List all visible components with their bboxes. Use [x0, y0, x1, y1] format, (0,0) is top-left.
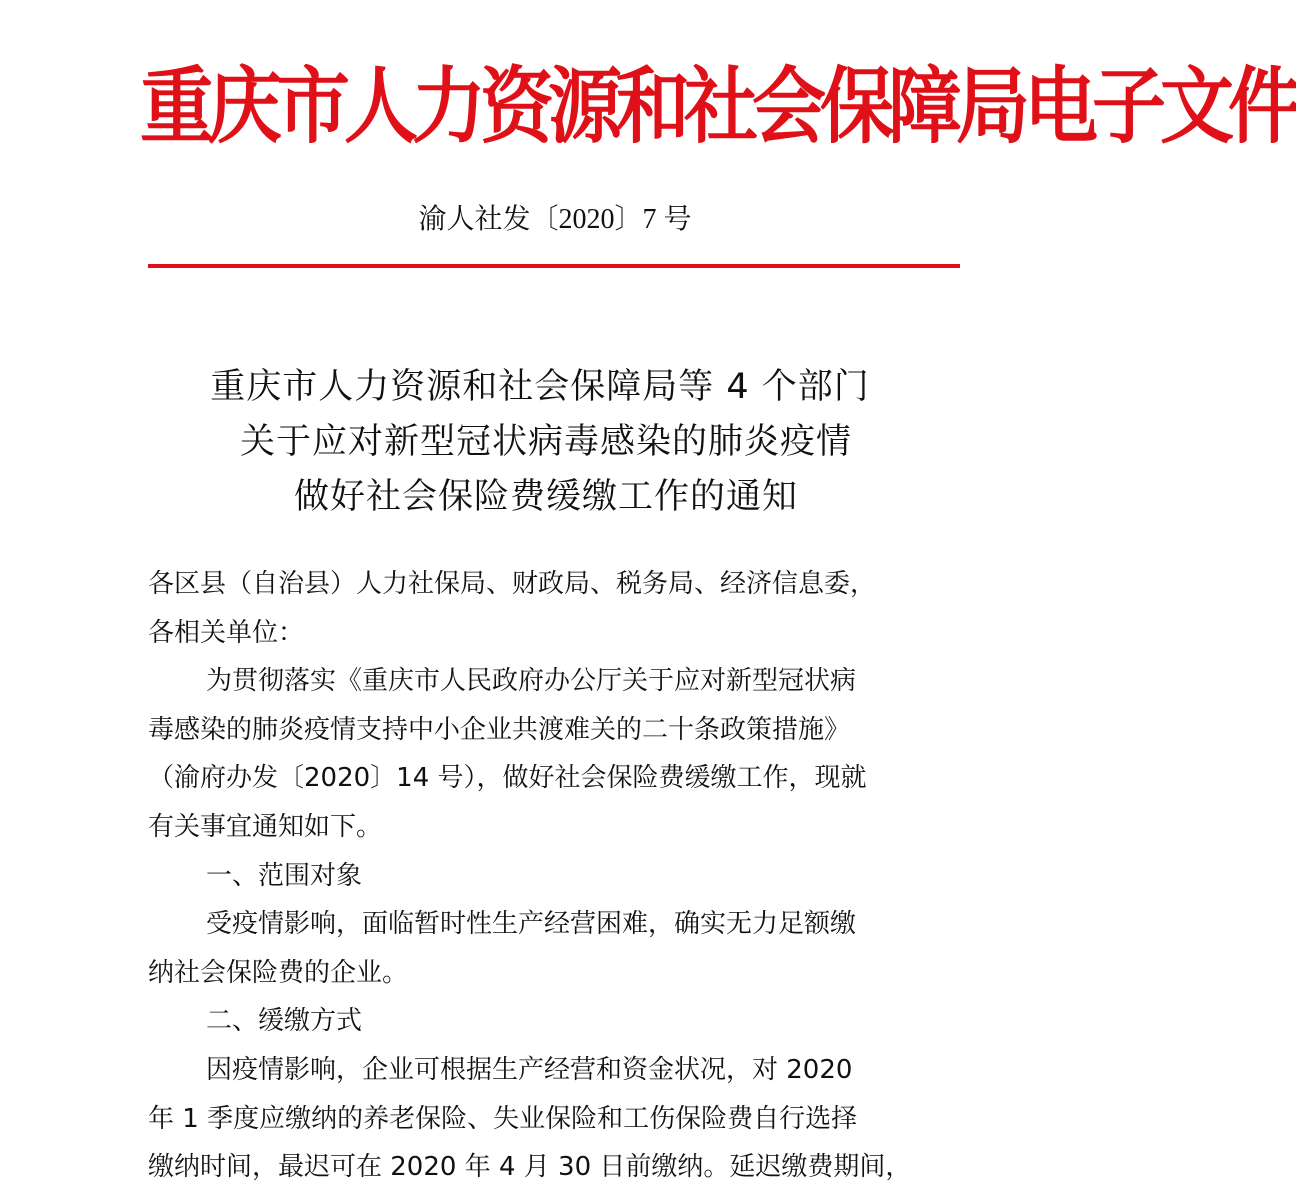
intro-line-4: 有关事宜通知如下。 — [148, 811, 383, 842]
issuer-masthead: 重庆市人力资源和社会保障局电子文件 — [140, 58, 1296, 156]
title-line-1: 重庆市人力资源和社会保障局等 4 个部门 — [210, 367, 870, 407]
intro-line-2: 毒感染的肺炎疫情支持中小企业共渡难关的二十条政策措施》 — [148, 714, 851, 745]
section-2-line-1: 因疫情影响，企业可根据生产经营和资金状况，对 2020 — [206, 1054, 853, 1085]
section-2-line-2: 年 1 季度应缴纳的养老保险、失业保险和工伤保险费自行选择 — [148, 1103, 858, 1134]
intro-line-3: （渝府办发〔2020〕14 号），做好社会保险费缓缴工作，现就 — [148, 763, 867, 794]
section-1-line-1: 受疫情影响，面临暂时性生产经营困难，确实无力足额缴 — [206, 909, 857, 940]
addressee-line-2: 各相关单位： — [148, 617, 305, 648]
title-line-2: 关于应对新型冠状病毒感染的肺炎疫情 — [239, 422, 852, 462]
addressee-line-1: 各区县（自治县）人力社保局、财政局、税务局、经济信息委， — [148, 569, 877, 599]
title-line-3: 做好社会保险费缓缴工作的通知 — [293, 477, 798, 517]
document-number: 渝人社发〔2020〕7 号 — [418, 204, 692, 235]
intro-line-1: 为贯彻落实《重庆市人民政府办公厅关于应对新型冠状病 — [206, 666, 857, 697]
section-1-heading: 一、范围对象 — [206, 860, 363, 891]
notice-body — [148, 560, 948, 1192]
section-2-line-3: 缴纳时间，最迟可在 2020 年 4 月 30 日前缴纳。延迟缴费期间， — [148, 1152, 912, 1183]
section-1-line-2: 纳社会保险费的企业。 — [148, 957, 409, 988]
red-divider-rule — [148, 264, 960, 268]
section-2-heading: 二、缓缴方式 — [206, 1006, 363, 1037]
notice-title — [0, 360, 1080, 525]
